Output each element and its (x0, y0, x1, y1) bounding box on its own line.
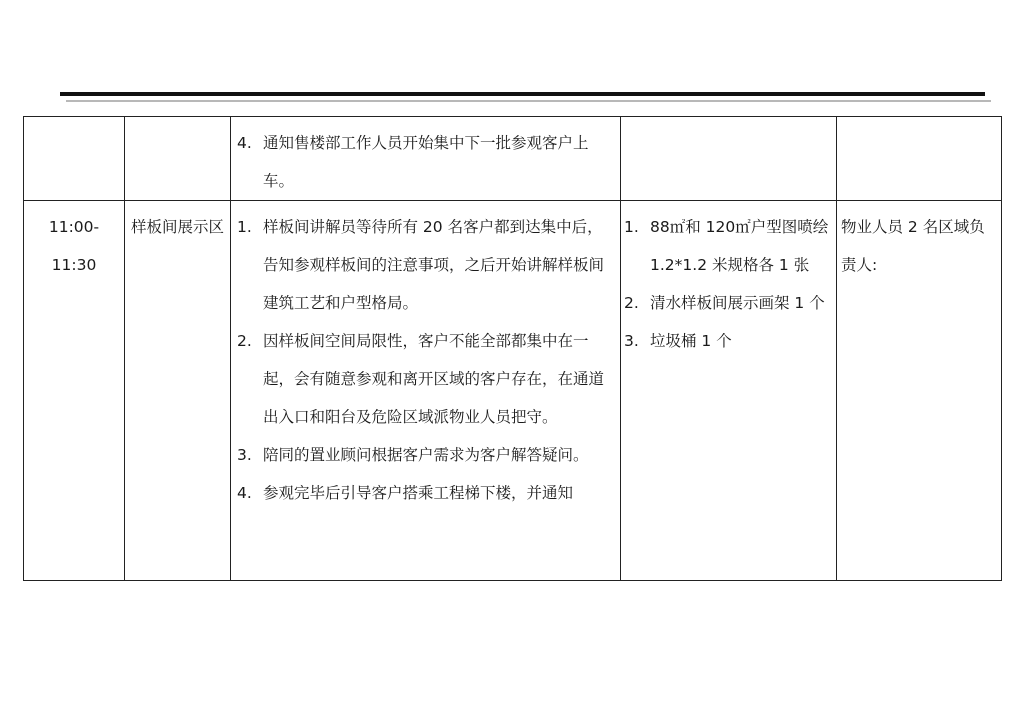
list-text: 88㎡和 120㎡户型图喷绘 1.2*1.2 米规格各 1 张 (650, 218, 829, 274)
process-cell (231, 117, 621, 201)
list-number: 3. (237, 446, 252, 464)
list-item (237, 436, 614, 474)
materials-cell (621, 201, 837, 581)
staff-cell (837, 201, 1002, 581)
list-text: 样板间讲解员等待所有 20 名客户都到达集中后，告知参观样板间的注意事项，之后开始讲解样板间建筑工艺和户型格局。 (263, 218, 605, 312)
process-list (231, 201, 620, 512)
process-cell (231, 201, 621, 581)
list-text: 陪同的置业顾问根据客户需求为客户解答疑问。 (263, 446, 589, 464)
table-row (24, 117, 1002, 201)
table-row (24, 201, 1002, 581)
list-item (237, 474, 614, 512)
area-cell (125, 117, 231, 201)
staff-cell (837, 117, 1002, 201)
list-number: 4. (237, 484, 252, 502)
list-text: 因样板间空间局限性，客户不能全部都集中在一起，会有随意参观和离开区域的客户存在，在通道出入口和阳台及危险区域派物业人员把守。 (263, 332, 605, 426)
list-item (624, 208, 832, 284)
list-text: 清水样板间展示画架 1 个 (650, 294, 825, 312)
list-item (624, 322, 832, 360)
list-text: 垃圾桶 1 个 (650, 332, 732, 350)
materials-cell (621, 117, 837, 201)
header-rule-thick (60, 92, 985, 96)
time-cell: 11:00-11:30 (24, 201, 125, 581)
time-cell (24, 117, 125, 201)
list-number: 1. (624, 218, 639, 236)
process-list (231, 117, 620, 200)
list-item (624, 284, 832, 322)
schedule-table (23, 116, 1002, 581)
list-number: 2. (237, 332, 252, 350)
list-text: 参观完毕后引导客户搭乘工程梯下楼，并通知 (263, 484, 574, 502)
list-number: 4. (237, 134, 252, 152)
list-number: 2. (624, 294, 639, 312)
list-item (237, 124, 614, 200)
area-cell: 样板间展示区 (125, 201, 231, 581)
list-text: 通知售楼部工作人员开始集中下一批参观客户上车。 (263, 134, 589, 190)
header-rule-thin (66, 100, 991, 102)
materials-list (621, 201, 836, 360)
list-number: 3. (624, 332, 639, 350)
list-number: 1. (237, 218, 252, 236)
list-item (237, 208, 614, 322)
list-item (237, 322, 614, 436)
staff-text: 物业人员 2 名区域负责人: (841, 218, 985, 274)
